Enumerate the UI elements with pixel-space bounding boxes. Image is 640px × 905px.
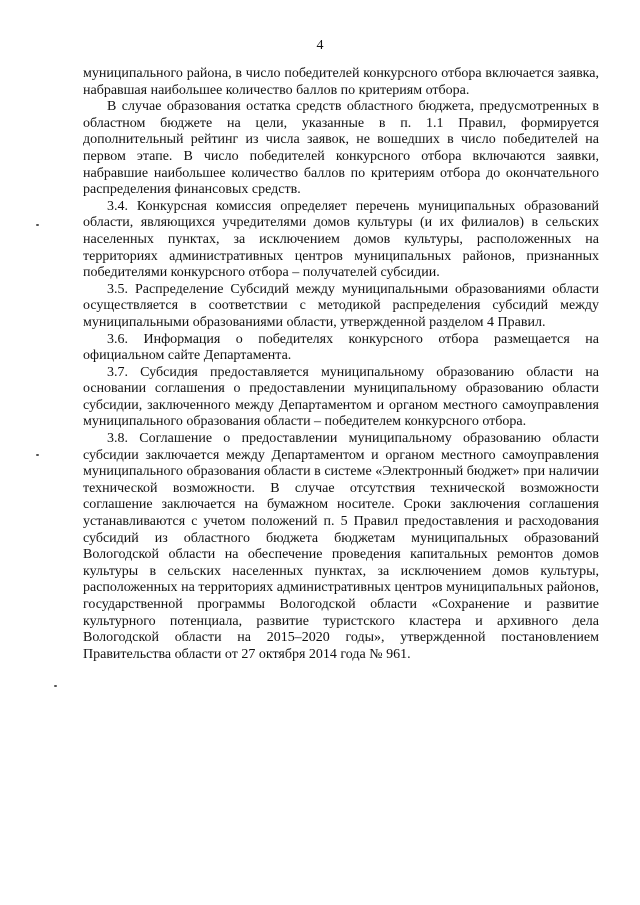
paragraph-3-4: 3.4. Конкурсная комиссия определяет перечень муниципальных образований области, являющихся учредителями домов культуры (и их филиалов) в сельских населенных пунктах, за исключением домов культуры, расположенных на территориях административных центров муниципальных районов, признанных победителями конкурсного отбора – получателей субсидии. [83,198,599,281]
paragraph-3-8: 3.8. Соглашение о предоставлении муниципальному образованию области субсидии заключается между Департаментом и органом местного самоуправления муниципального образования области в системе «Электронный бюджет» при наличии технической возможности. В случае отсутствия технической возможности соглашение заключается на бумажном носителе. Сроки заключения соглашения устанавливаются с учетом положений п. 5 Правил предоставления и расходования субсидий из областного бюджета бюджетам муниципальных образований Вологодской области на обеспечение проведения капитальных ремонтов домов культуры в сельских населенных пунктах, за исключением домов культуры, расположенных на территориях административных центров муниципальных районов, государственной программы Вологодской области «Сохранение и развитие культурного потенциала, развитие туристского кластера и архивного дела Вологодской области на 2015–2020 годы», утвержденной постановлением Правительства области от 27 октября 2014 года № 961. [83,431,599,662]
paragraph-continuation: муниципального района, в число победителей конкурсного отбора включается заявка, набравшая наибольшее количество баллов по критериям отбора. [83,66,599,98]
paragraph-remaining-funds: В случае образования остатка средств областного бюджета, предусмотренных в областном бюджете на цели, указанные в п. 1.1 Правил, формируется дополнительный рейтинг из числа заявок, не вошедших в число победителей на первом этапе. В число победителей конкурсного отбора включаются заявки, набравшие наибольшее количество баллов по критериям отбора до окончательного распределения финансовых средств. [83,99,599,198]
paragraph-3-5: 3.5. Распределение Субсидий между муниципальными образованиями области осуществляется в соответствии с методикой распределения субсидий между муниципальными образованиями области, утвержденной разделом 4 Правил. [83,281,599,330]
margin-scan-mark [54,685,57,687]
margin-scan-mark [36,224,39,226]
margin-scan-mark [36,454,39,456]
paragraph-3-7: 3.7. Субсидия предоставляется муниципальному образованию области на основании соглашения о предоставлении муниципальному образованию области субсидии, заключенного между Департаментом и органом местного самоуправления муниципального образования области – победителем конкурсного отбора. [83,364,599,430]
page-number: 4 [316,38,324,53]
paragraph-3-6: 3.6. Информация о победителях конкурсного отбора размещается на официальном сайте Департамента. [83,331,599,364]
